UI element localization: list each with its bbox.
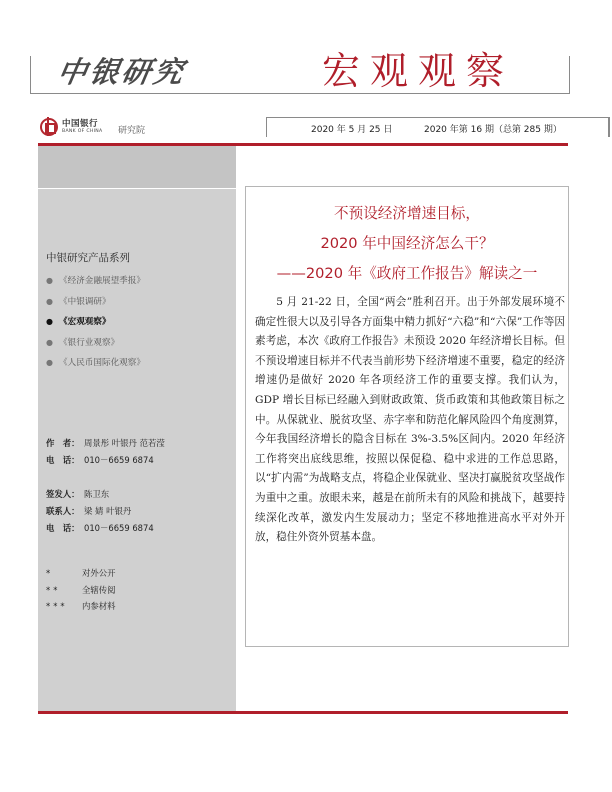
sidebar bbox=[38, 146, 236, 711]
brand-logo-text: 中银研究 bbox=[54, 55, 189, 89]
article-title-line-1: 不预设经济增速目标， bbox=[334, 205, 480, 222]
article-card bbox=[245, 186, 569, 647]
bank-name-en: BANK OF CHINA bbox=[62, 129, 103, 134]
product-item-active: ● 《宏观观察》 bbox=[46, 317, 111, 327]
secrecy-stars: *** bbox=[46, 601, 68, 611]
product-item: ● 《人民币国际化观察》 bbox=[46, 358, 145, 368]
issue-info-box bbox=[266, 117, 610, 137]
issuer-label: 签发人： bbox=[46, 489, 80, 499]
phone2-label: 电 话： bbox=[46, 523, 80, 533]
phone2-value: 010－6659 6874 bbox=[84, 523, 154, 533]
issuer-value: 陈卫东 bbox=[84, 489, 110, 499]
authors-label: 作 者： bbox=[46, 438, 80, 448]
bullet-icon: ● bbox=[46, 317, 53, 326]
secrecy-stars: * bbox=[46, 568, 54, 578]
bullet-icon: ● bbox=[46, 337, 53, 347]
authors-value: 周景彤 叶银丹 范若滢 bbox=[84, 438, 165, 448]
bullet-icon: ● bbox=[46, 276, 53, 285]
product-series-heading: 中银研究产品系列 bbox=[46, 252, 130, 264]
phone-value: 010－6659 6874 bbox=[84, 455, 154, 465]
series-title: 宏观观察 bbox=[322, 49, 515, 93]
sidebar-band bbox=[38, 146, 236, 189]
secrecy-label: 全辖传阅 bbox=[82, 584, 116, 595]
article-body: 5 月 21-22 日，全国“两会”胜利召开。出于外部发展环境不确定性很大以及引导各方面集中精力抓好“六稳”和“六保”工作等因素考虑，本次《政府工作报告》未预设 2020 年经济增长目标。但不预设增速目标并不代表当前形势下经济增速不重要，稳定的经济增速仍是做好 2020 年各项经济工作的重要支撑。我们认为，GDP 增长目标已经融入到财政政策、货币政策和其他政策目标之中。从保就业、脱贫攻坚、赤字率和防范化解风险四个角度测算，今年我国经济增长的隐含目标在 3%-3.5%区间内。2020 年经济工作将突出底线思维，按照以保促稳、稳中求进的工作总思路，以“扩内需”为战略支点，将稳企业保就业、坚决打赢脱贫攻坚战作为重中之重。放眼未来，越是在前所未有的风险和挑战下，越要持续深化改革，激发内生发展动力；坚定不移地推进高水平对外开放，稳住外资外贸基本盘。 bbox=[255, 296, 565, 544]
phone-label: 电 话： bbox=[46, 455, 80, 465]
signoff-block bbox=[46, 486, 154, 537]
product-item: ● 《中银调研》 bbox=[46, 296, 111, 307]
contact-label: 联系人： bbox=[46, 506, 80, 516]
issue-number: 2020 年第 16 期（总第 285 期） bbox=[424, 125, 562, 135]
product-list bbox=[46, 274, 145, 377]
bullet-icon: ● bbox=[46, 296, 53, 306]
institute-label: 研究院 bbox=[118, 126, 146, 136]
secrecy-label: 内参材料 bbox=[82, 601, 116, 611]
secrecy-label: 对外公开 bbox=[82, 568, 116, 578]
secrecy-legend bbox=[46, 567, 116, 617]
bank-name-cn: 中国银行 bbox=[62, 119, 99, 129]
contact-value: 梁 婧 叶银丹 bbox=[84, 506, 132, 516]
article-title-line-2: 2020 年中国经济怎么干？ bbox=[320, 235, 494, 252]
product-item: ● 《经济金融展望季报》 bbox=[46, 276, 145, 286]
secrecy-stars: ** bbox=[46, 584, 61, 595]
article-subtitle: ——2020 年《政府工作报告》解读之一 bbox=[276, 265, 538, 282]
author-block bbox=[46, 435, 165, 469]
issue-date: 2020 年 5 月 25 日 bbox=[311, 125, 393, 135]
bank-of-china-logo-icon bbox=[40, 118, 58, 136]
bullet-icon: ● bbox=[46, 358, 53, 367]
product-item: ● 《银行业观察》 bbox=[46, 337, 120, 348]
bottom-divider bbox=[38, 711, 568, 714]
